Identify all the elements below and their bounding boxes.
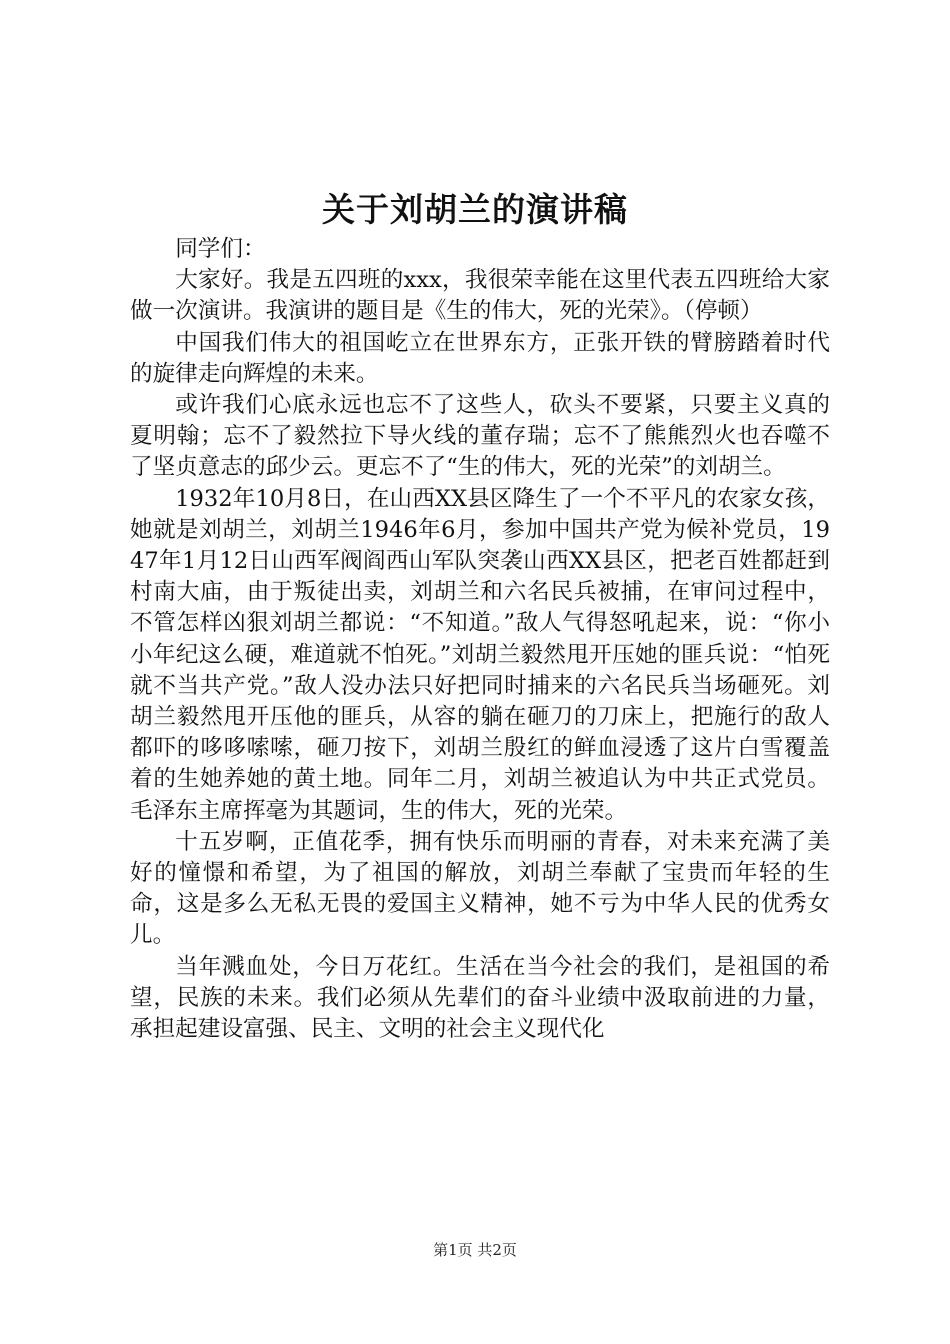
- paragraph-greeting: 同学们：: [175, 236, 266, 262]
- paragraph-today: 当年溅血处，今日万花红。生活在当今社会的我们，是祖国的希望，民族的未来。我们必须从先辈们的奋斗业绩中汲取前进的力量，承担起建设富强、民主、文明的社会主义现代化: [130, 953, 830, 1043]
- paragraph-heroes: 或许我们心底永远也忘不了这些人，砍头不要紧，只要主义真的夏明翰；忘不了毅然拉下导火线的董存瑞；忘不了熊熊烈火也吞噬不了坚贞意志的邱少云。更忘不了“生的伟大，死的光荣”的刘胡兰。: [130, 392, 830, 481]
- page-footer: 第1页 共2页: [433, 1241, 517, 1259]
- paragraph-fifteen: 十五岁啊，正值花季，拥有快乐而明丽的青春，对未来充满了美好的憧憬和希望，为了祖国的解放，刘胡兰奉献了宝贵而年轻的生命，这是多么无私无畏的爱国主义精神，她不亏为中华人民的优秀女儿。: [130, 828, 830, 949]
- paragraph-story: 1932年10月8日，在山西XX县区降生了一个不平凡的农家女孩，她就是刘胡兰，刘胡兰1946年6月，参加中国共产党为候补党员，1947年1月12日山西军阀阎西山军队突袭山西XX县区，把老百姓都赶到村南大庙，由于叛徒出卖，刘胡兰和六名民兵被捕，在审问过程中，不管怎样凶狠刘胡兰都说：“不知道。”敌人气得怒吼起来，说：“你小小年纪这么硬，难道就不怕死。”刘胡兰毅然甩开压她的匪兵说：“怕死就不当共产党。”敌人没办法只好把同时捕来的六名民兵当场砸死。刘胡兰毅然甩开压他的匪兵，从容的躺在砸刀的刀床上，把施行的敌人都吓的哆哆嗦嗦，砸刀按下，刘胡兰殷红的鲜血浸透了这片白雪覆盖着的生她养她的黄土地。同年二月，刘胡兰被追认为中共正式党员。毛泽东主席挥毫为其题词，生的伟大，死的光荣。: [130, 485, 830, 824]
- document-body: [130, 234, 830, 1045]
- paragraph-motherland: 中国我们伟大的祖国屹立在世界东方，正张开铁的臂膀踏着时代的旋律走向辉煌的未来。: [130, 329, 830, 387]
- paragraph-intro: 大家好。我是五四班的xxx，我很荣幸能在这里代表五四班给大家做一次演讲。我演讲的题目是《生的伟大，死的光荣》。（停顿）: [130, 267, 830, 325]
- document-title: 关于刘胡兰的演讲稿: [322, 190, 628, 229]
